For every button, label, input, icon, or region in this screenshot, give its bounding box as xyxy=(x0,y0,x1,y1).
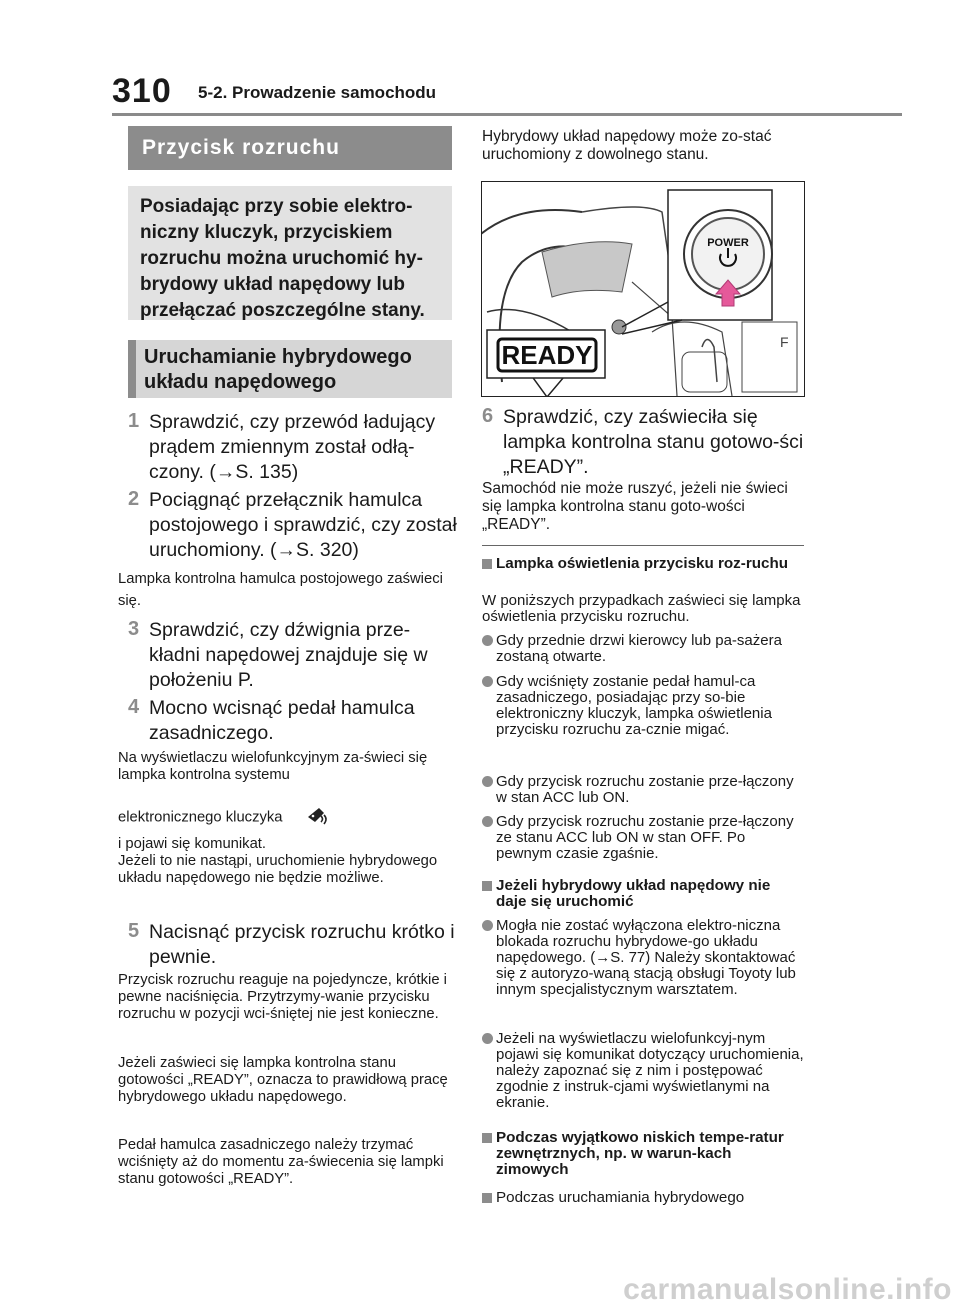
right-intro: Hybrydowy układ napędowy może zo-stać uruchomiony z dowolnego stanu. xyxy=(482,128,772,163)
note-ready-light: Jeżeli zaświeci się lampka kontrolna stanu gotowości „READY”, oznacza to prawidłową pracę hybrydowego układu napędowego. xyxy=(118,1055,448,1105)
note-key-text: elektronicznego kluczyka xyxy=(118,809,283,826)
header-divider xyxy=(112,113,902,116)
step-text: Nacisnąć przycisk rozruchu krótko i pewnie. xyxy=(149,921,455,968)
section-title: Przycisk rozruchu xyxy=(128,126,452,170)
step-1 xyxy=(128,410,458,485)
subsection-title: Uruchamianie hybrydowego układu napędowego xyxy=(128,340,452,398)
step-6-note: Samochód nie może ruszyć, jeżeli nie świeci się lampka kontrolna stanu goto-wości „READY”. xyxy=(482,480,788,533)
step-text: Pociągnąć przełącznik hamulca postojowego i sprawdzić, czy został uruchomiony. (→S. 320) xyxy=(149,489,457,561)
step-3 xyxy=(128,618,458,693)
step-number: 1 xyxy=(128,410,140,432)
list-item: Gdy przednie drzwi kierowcy lub pa-sażera zostaną otwarte. xyxy=(482,633,804,665)
step-text: Sprawdzić, czy przewód ładujący prądem zmiennym został odłą-czony. (→S. 135) xyxy=(149,411,436,483)
step-number: 6 xyxy=(482,405,494,427)
note-parking-brake: Lampka kontrolna hamulca postojowego zaświeci się. xyxy=(118,571,443,609)
heading-cannot-start: Jeżeli hybrydowy układ napędowy nie daje się uruchomić xyxy=(482,878,804,910)
smart-key-icon xyxy=(305,804,331,831)
step-6 xyxy=(482,405,804,480)
note-button-press: Przycisk rozruchu reaguje na pojedyncze, krótkie i pewne naciśnięcia. Przytrzymy-wanie przycisku rozruchu w pozycji wci-śniętej nie jest konieczne. xyxy=(118,972,447,1022)
watermark: carmanualsonline.info xyxy=(623,1273,952,1306)
list-item: Gdy przycisk rozruchu zostanie prze-łączony ze stanu ACC lub ON w stan OFF. Po pewnym czasie zgaśnie. xyxy=(482,814,804,862)
chapter-title: 5-2. Prowadzenie samochodu xyxy=(198,83,437,102)
heading-starting-hybrid: Podczas uruchamiania hybrydowego xyxy=(482,1190,804,1206)
list-item: Gdy przycisk rozruchu zostanie prze-łączony w stan ACC lub ON. xyxy=(482,774,804,806)
note-failure: Jeżeli to nie nastąpi, uruchomienie hybrydowego układu napędowego nie będzie możliwe. xyxy=(118,853,438,886)
step-4 xyxy=(128,696,458,746)
dashboard-illustration xyxy=(481,181,805,397)
step-number: 4 xyxy=(128,696,140,718)
heading-low-temperature: Podczas wyjątkowo niskich tempe-ratur zewnętrznych, np. w warun-kach zimowych xyxy=(482,1130,804,1178)
step-number: 2 xyxy=(128,488,140,510)
step-number: 5 xyxy=(128,920,140,942)
note-display-key xyxy=(118,804,331,831)
svg-text:F: F xyxy=(780,334,789,350)
step-text: Mocno wcisnąć pedał hamulca zasadniczego. xyxy=(149,697,415,744)
paragraph-button-light: W poniższych przypadkach zaświeci się lampka oświetlenia przycisku rozruchu. xyxy=(482,592,801,625)
heading-button-light: Lampka oświetlenia przycisku roz-ruchu xyxy=(482,556,804,572)
note-message: i pojawi się komunikat. xyxy=(118,836,267,852)
list-item: Mogła nie zostać wyłączona elektro-niczna blokada rozruchu hybrydowe-go układu napędowego. (→S. 77) Należy skontaktować się z autoryzo-waną stacją obsługi Toyoty lub innym specjalistycznym warsztatem. xyxy=(482,918,804,998)
section-divider xyxy=(482,545,804,546)
page-number: 310 xyxy=(112,72,172,110)
step-text: Sprawdzić, czy zaświeciła się lampka kontrolna stanu gotowo-ści „READY”. xyxy=(503,406,804,478)
list-item: Gdy wciśnięty zostanie pedał hamul-ca zasadniczego, posiadając przy so-bie elektroniczny kluczyk, lampka oświetlenia przycisku rozruchu za-cznie migać. xyxy=(482,674,804,738)
list-item: Jeżeli na wyświetlaczu wielofunkcyj-nym pojawi się komunikat dotyczący uruchomienia, należy zapoznać się z nim i postępować zgodnie z instruk-cjami wyświetlanymi na ekranie. xyxy=(482,1031,804,1111)
ready-label: READY xyxy=(501,340,593,370)
step-number: 3 xyxy=(128,618,140,640)
intro-box: Posiadając przy sobie elektro-niczny kluczyk, przyciskiem rozruchu można uruchomić hy-brydowy układ napędowy lub przełączać poszczególne stany. xyxy=(128,186,452,320)
note-display: Na wyświetlaczu wielofunkcyjnym za-świeci się lampka kontrolna systemu xyxy=(118,750,428,783)
note-brake-hold: Pedał hamulca zasadniczego należy trzymać wciśnięty aż do momentu za-świecenia się lampki stanu gotowości „READY”. xyxy=(118,1137,444,1187)
power-label: POWER xyxy=(707,237,749,249)
step-5 xyxy=(128,920,458,970)
step-2 xyxy=(128,488,458,563)
step-text: Sprawdzić, czy dźwignia prze-kładni napędowej znajduje się w położeniu P. xyxy=(149,619,428,691)
